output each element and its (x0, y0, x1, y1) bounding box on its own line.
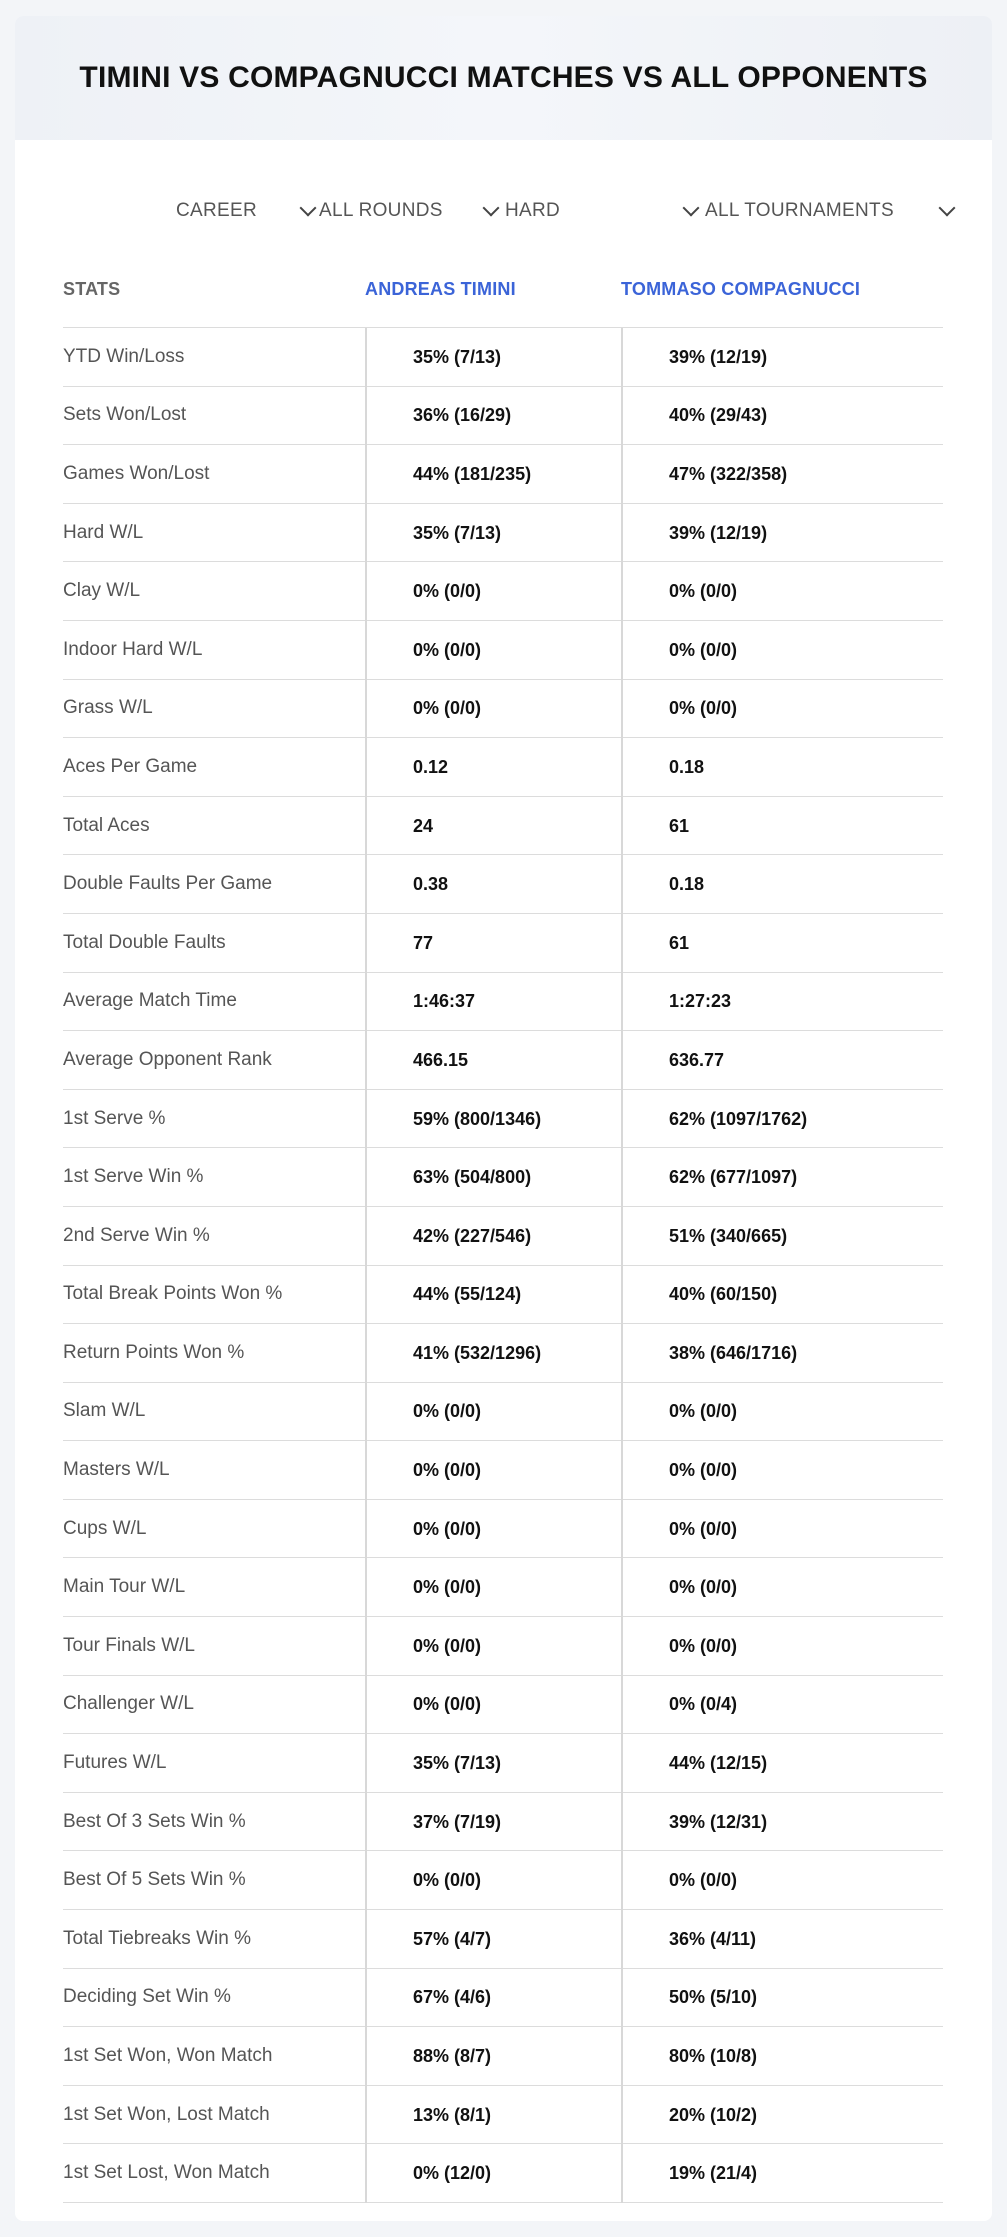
player2-value: 44% (12/15) (621, 1734, 943, 1793)
table-row (63, 1148, 943, 1207)
player2-value: 40% (60/150) (621, 1266, 943, 1325)
table-row (63, 1207, 943, 1266)
player1-value: 0.12 (365, 738, 621, 797)
player2-value: 62% (677/1097) (621, 1148, 943, 1207)
player1-value: 44% (55/124) (365, 1266, 621, 1325)
surface-filter[interactable] (505, 186, 697, 236)
player2-value: 39% (12/31) (621, 1793, 943, 1852)
stat-label: Total Aces (63, 814, 150, 836)
table-row (63, 1734, 943, 1793)
player2-value: 47% (322/358) (621, 445, 943, 504)
filter-bar (15, 186, 992, 236)
player1-value: 67% (4/6) (365, 1969, 621, 2028)
table-row (63, 973, 943, 1032)
tournaments-filter[interactable] (705, 186, 953, 236)
stat-label: YTD Win/Loss (63, 345, 185, 367)
stat-label: Challenger W/L (63, 1693, 194, 1715)
chevron-down-icon (300, 200, 317, 217)
player1-value: 41% (532/1296) (365, 1324, 621, 1383)
player2-value: 36% (4/11) (621, 1910, 943, 1969)
table-row (63, 2086, 943, 2145)
table-row (63, 1266, 943, 1325)
player1-value: 88% (8/7) (365, 2027, 621, 2086)
player2-value: 0% (0/0) (621, 1500, 943, 1559)
stat-label: Best Of 5 Sets Win % (63, 1869, 246, 1891)
player2-value: 0.18 (621, 855, 943, 914)
header-player1-link[interactable]: ANDREAS TIMINI (365, 279, 516, 299)
table-row (63, 855, 943, 914)
header-stats: STATS (63, 279, 121, 299)
player1-value: 0% (0/0) (365, 680, 621, 739)
player2-value: 50% (5/10) (621, 1969, 943, 2028)
chevron-down-icon (483, 200, 500, 217)
stat-label: Total Tiebreaks Win % (63, 1927, 251, 1949)
player1-value: 0.38 (365, 855, 621, 914)
table-row (63, 1969, 943, 2028)
table-row (63, 1851, 943, 1910)
stat-label: Grass W/L (63, 697, 153, 719)
player2-value: 61 (621, 914, 943, 973)
player2-value: 0.18 (621, 738, 943, 797)
player1-value: 42% (227/546) (365, 1207, 621, 1266)
player2-value: 0% (0/0) (621, 1441, 943, 1500)
stat-label: Main Tour W/L (63, 1576, 186, 1598)
player1-value: 35% (7/13) (365, 504, 621, 563)
stat-label: Games Won/Lost (63, 462, 210, 484)
table-row (63, 797, 943, 856)
table-row (63, 1910, 943, 1969)
career-filter-label: CAREER (176, 200, 257, 221)
player2-value: 636.77 (621, 1031, 943, 1090)
table-row (63, 445, 943, 504)
table-row (63, 562, 943, 621)
stat-label: Slam W/L (63, 1400, 146, 1422)
rounds-filter[interactable] (319, 186, 497, 236)
table-body (63, 328, 943, 2203)
player2-value: 1:27:23 (621, 973, 943, 1032)
rounds-filter-label: ALL ROUNDS (319, 200, 443, 221)
player1-value: 59% (800/1346) (365, 1090, 621, 1149)
player2-value: 40% (29/43) (621, 387, 943, 446)
table-row (63, 1617, 943, 1676)
player1-value: 35% (7/13) (365, 1734, 621, 1793)
player1-value: 0% (0/0) (365, 1441, 621, 1500)
player1-value: 0% (0/0) (365, 1558, 621, 1617)
player1-value: 36% (16/29) (365, 387, 621, 446)
player1-value: 63% (504/800) (365, 1148, 621, 1207)
tournaments-filter-label: ALL TOURNAMENTS (705, 200, 894, 221)
table-row (63, 1793, 943, 1852)
player1-value: 0% (0/0) (365, 1500, 621, 1559)
chevron-down-icon (939, 200, 956, 217)
surface-filter-label: HARD (505, 200, 561, 221)
table-row (63, 1558, 943, 1617)
stat-label: Best Of 3 Sets Win % (63, 1810, 246, 1832)
player2-value: 39% (12/19) (621, 504, 943, 563)
table-row (63, 1090, 943, 1149)
table-row (63, 1441, 943, 1500)
player2-value: 0% (0/0) (621, 1383, 943, 1442)
table-row (63, 680, 943, 739)
player1-value: 1:46:37 (365, 973, 621, 1032)
stat-label: 1st Serve Win % (63, 1166, 204, 1188)
player2-value: 62% (1097/1762) (621, 1090, 943, 1149)
stat-label: Aces Per Game (63, 755, 198, 777)
player2-value: 0% (0/0) (621, 1851, 943, 1910)
stat-label: 1st Set Won, Won Match (63, 2045, 273, 2067)
page-title: TIMINI VS COMPAGNUCCI MATCHES VS ALL OPPONENTS (79, 61, 928, 94)
table-row (63, 328, 943, 387)
player2-value: 51% (340/665) (621, 1207, 943, 1266)
stat-label: 1st Serve % (63, 1107, 166, 1129)
player2-value: 0% (0/0) (621, 621, 943, 680)
stat-label: Average Opponent Rank (63, 1048, 272, 1070)
table-row (63, 914, 943, 973)
player2-value: 19% (21/4) (621, 2144, 943, 2203)
player2-value: 38% (646/1716) (621, 1324, 943, 1383)
table-row (63, 1383, 943, 1442)
stat-label: Masters W/L (63, 1459, 170, 1481)
chevron-down-icon (683, 200, 700, 217)
player1-value: 0% (0/0) (365, 562, 621, 621)
stats-table (63, 252, 943, 2203)
player1-value: 24 (365, 797, 621, 856)
player1-value: 57% (4/7) (365, 1910, 621, 1969)
stat-label: Cups W/L (63, 1517, 147, 1539)
stat-label: Double Faults Per Game (63, 873, 273, 895)
player1-value: 0% (0/0) (365, 1617, 621, 1676)
card-header (15, 16, 992, 140)
table-row (63, 387, 943, 446)
table-row (63, 504, 943, 563)
player2-value: 0% (0/0) (621, 680, 943, 739)
stat-label: Futures W/L (63, 1752, 167, 1774)
player2-value: 61 (621, 797, 943, 856)
stat-label: Average Match Time (63, 990, 237, 1012)
stat-label: Sets Won/Lost (63, 404, 187, 426)
table-row (63, 621, 943, 680)
career-filter[interactable] (176, 186, 314, 236)
player2-value: 20% (10/2) (621, 2086, 943, 2145)
player1-value: 44% (181/235) (365, 445, 621, 504)
stat-label: Total Double Faults (63, 931, 226, 953)
table-row (63, 1500, 943, 1559)
stat-label: Hard W/L (63, 521, 144, 543)
player1-value: 0% (0/0) (365, 621, 621, 680)
table-row (63, 2027, 943, 2086)
player2-value: 0% (0/0) (621, 1558, 943, 1617)
table-row (63, 738, 943, 797)
stat-label: Clay W/L (63, 580, 141, 602)
table-row (63, 1676, 943, 1735)
player1-value: 77 (365, 914, 621, 973)
stat-label: 1st Set Lost, Won Match (63, 2162, 270, 2184)
header-player2-link[interactable]: TOMMASO COMPAGNUCCI (621, 279, 861, 299)
player2-value: 80% (10/8) (621, 2027, 943, 2086)
player1-value: 0% (0/0) (365, 1383, 621, 1442)
stat-label: Deciding Set Win % (63, 1986, 231, 2008)
player2-value: 0% (0/4) (621, 1676, 943, 1735)
table-row (63, 1031, 943, 1090)
player1-value: 37% (7/19) (365, 1793, 621, 1852)
stats-card (15, 16, 992, 2221)
player1-value: 35% (7/13) (365, 328, 621, 387)
stat-label: Total Break Points Won % (63, 1283, 283, 1305)
player1-value: 466.15 (365, 1031, 621, 1090)
stat-label: Tour Finals W/L (63, 1634, 195, 1656)
player2-value: 0% (0/0) (621, 1617, 943, 1676)
player1-value: 13% (8/1) (365, 2086, 621, 2145)
stat-label: 2nd Serve Win % (63, 1224, 210, 1246)
table-header (63, 252, 943, 328)
stat-label: 1st Set Won, Lost Match (63, 2103, 270, 2125)
player1-value: 0% (12/0) (365, 2144, 621, 2203)
stat-label: Indoor Hard W/L (63, 638, 203, 660)
stat-label: Return Points Won % (63, 1341, 245, 1363)
player1-value: 0% (0/0) (365, 1676, 621, 1735)
player2-value: 39% (12/19) (621, 328, 943, 387)
player2-value: 0% (0/0) (621, 562, 943, 621)
table-row (63, 2144, 943, 2203)
player1-value: 0% (0/0) (365, 1851, 621, 1910)
table-row (63, 1324, 943, 1383)
